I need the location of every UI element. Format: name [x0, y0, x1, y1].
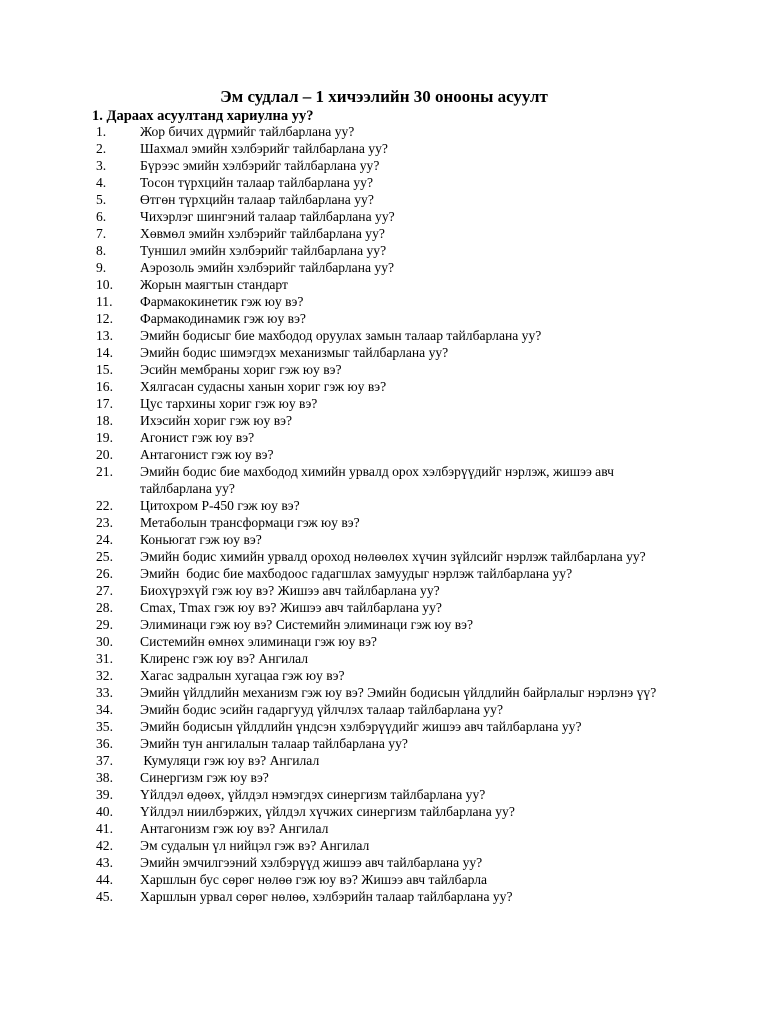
question-text: Эмийн эмчилгээний хэлбэрүүд жишээ авч тайлбарлана уу?	[140, 855, 483, 870]
question-item	[0, 395, 768, 412]
question-text: Эмийн бодис бие махбодоос гадагшлах замуудыг нэрлэж тайлбарлана уу?	[140, 566, 573, 581]
question-number: 34.	[96, 702, 113, 717]
question-number: 9.	[96, 260, 107, 275]
question-number: 8.	[96, 243, 107, 258]
question-number: 3.	[96, 158, 107, 173]
question-text: Кумуляци гэж юу вэ? Ангилал	[140, 753, 320, 768]
question-text: Коньюгат гэж юу вэ?	[140, 532, 262, 547]
question-text: Харшлын бус сөрөг нөлөө гэж юу вэ? Жишээ авч тайлбарла	[140, 872, 488, 887]
question-text: Бүрээс эмийн хэлбэрийг тайлбарлана уу?	[140, 158, 380, 173]
question-number: 42.	[96, 838, 113, 853]
question-number: 23.	[96, 515, 113, 530]
section-heading: 1. Дараах асуултанд хариулна уу?	[92, 108, 314, 124]
question-number: 21.	[96, 464, 113, 479]
question-text: Хагас задралын хугацаа гэж юу вэ?	[140, 668, 345, 683]
question-item	[0, 497, 768, 514]
question-number: 11.	[96, 294, 113, 309]
question-item	[0, 446, 768, 463]
question-number: 29.	[96, 617, 113, 632]
question-item	[0, 174, 768, 191]
question-text: Үйлдэл ниилбэржих, үйлдэл хүчжих синергизм тайлбарлана уу?	[140, 804, 515, 819]
question-item	[0, 242, 768, 259]
question-item	[0, 616, 768, 633]
question-number: 12.	[96, 311, 113, 326]
question-number: 38.	[96, 770, 113, 785]
question-item	[0, 871, 768, 888]
question-item	[0, 667, 768, 684]
question-text: Цус тархины хориг гэж юу вэ?	[140, 396, 318, 411]
question-number: 7.	[96, 226, 107, 241]
question-number: 6.	[96, 209, 107, 224]
document-title: Эм судлал – 1 хичээлийн 30 онооны асуулт	[220, 87, 548, 106]
question-text: Эмийн бодис эсийн гадаргууд үйлчлэх талаар тайлбарлана уу?	[140, 702, 504, 717]
question-item	[0, 684, 768, 701]
question-text: Жорын маягтын стандарт	[140, 277, 288, 292]
question-item	[0, 429, 768, 446]
question-item	[0, 820, 768, 837]
question-text: Эм судалын үл нийцэл гэж вэ? Ангилал	[140, 838, 370, 853]
question-text: Аэрозоль эмийн хэлбэрийг тайлбарлана уу?	[140, 260, 395, 275]
question-item	[0, 888, 768, 905]
question-text: Хөвмөл эмийн хэлбэрийг тайлбарлана уу?	[140, 226, 385, 241]
question-text: Шахмал эмийн хэлбэрийг тайлбарлана уу?	[140, 141, 388, 156]
question-item	[0, 157, 768, 174]
question-text: Эмийн бодис химийн урвалд ороход нөлөөлөх хүчин зүйлсийг нэрлэж тайлбарлана уу?	[140, 549, 646, 564]
question-text: Эмийн бодисын үйлдлийн үндсэн хэлбэрүүдийг жишээ авч тайлбарлана уу?	[140, 719, 582, 734]
question-text: Метаболын трансформаци гэж юу вэ?	[140, 515, 360, 530]
question-item	[0, 208, 768, 225]
question-number: 40.	[96, 804, 113, 819]
question-number: 37.	[96, 753, 113, 768]
question-item	[0, 701, 768, 718]
question-number: 5.	[96, 192, 107, 207]
question-item	[0, 514, 768, 531]
question-item	[0, 327, 768, 344]
question-item	[0, 344, 768, 361]
question-number: 43.	[96, 855, 113, 870]
question-number: 45.	[96, 889, 113, 904]
question-text: Тосон түрхцийн талаар тайлбарлана уу?	[140, 175, 373, 190]
question-text: Цитохром Р-450 гэж юу вэ?	[140, 498, 300, 513]
question-text: Cmax, Tmax гэж юу вэ? Жишээ авч тайлбарлана уу?	[140, 600, 442, 615]
question-list	[0, 123, 768, 905]
question-text: Эмийн бодис шимэгдэх механизмыг тайлбарлана уу?	[140, 345, 449, 360]
question-text: Системийн өмнөх элиминаци гэж юу вэ?	[140, 634, 377, 649]
question-text: Синергизм гэж юу вэ?	[140, 770, 269, 785]
question-item	[0, 276, 768, 293]
question-item	[0, 769, 768, 786]
question-text: Антагонист гэж юу вэ?	[140, 447, 274, 462]
question-text: Фармакокинетик гэж юу вэ?	[140, 294, 304, 309]
question-item	[0, 650, 768, 667]
question-number: 1.	[96, 124, 107, 139]
question-number: 25.	[96, 549, 113, 564]
question-item	[0, 378, 768, 395]
question-number: 27.	[96, 583, 113, 598]
question-number: 2.	[96, 141, 107, 156]
question-text: Биохүрэхүй гэж юу вэ? Жишээ авч тайлбарлана уу?	[140, 583, 440, 598]
question-number: 24.	[96, 532, 113, 547]
question-number: 31.	[96, 651, 113, 666]
question-item	[0, 225, 768, 242]
question-text: Хялгасан судасны ханын хориг гэж юу вэ?	[140, 379, 387, 394]
question-text: Ихэсийн хориг гэж юу вэ?	[140, 413, 292, 428]
question-item	[0, 633, 768, 650]
question-number: 15.	[96, 362, 113, 377]
question-item	[0, 123, 768, 140]
question-text: Клиренс гэж юу вэ? Ангилал	[140, 651, 309, 666]
question-number: 17.	[96, 396, 113, 411]
question-item	[0, 310, 768, 327]
question-number: 14.	[96, 345, 113, 360]
question-number: 30.	[96, 634, 113, 649]
question-item	[0, 837, 768, 854]
question-text: Эмийн бодисыг бие махбодод оруулах замын талаар тайлбарлана уу?	[140, 328, 542, 343]
question-text: Антагонизм гэж юу вэ? Ангилал	[140, 821, 329, 836]
question-number: 36.	[96, 736, 113, 751]
question-text: Эмийн үйлдлийн механизм гэж юу вэ? Эмийн бодисын үйлдлийн байрлалыг нэрлэнэ үү?	[140, 685, 657, 700]
question-number: 32.	[96, 668, 113, 683]
question-text: Эмийн тун ангилалын талаар тайлбарлана уу?	[140, 736, 408, 751]
question-text: Агонист гэж юу вэ?	[140, 430, 255, 445]
question-item	[0, 854, 768, 871]
question-item	[0, 718, 768, 735]
question-text: Туншил эмийн хэлбэрийг тайлбарлана уу?	[140, 243, 387, 258]
question-text: Харшлын урвал сөрөг нөлөө, хэлбэрийн талаар тайлбарлана уу?	[140, 889, 513, 904]
question-item	[0, 463, 768, 497]
question-text: Эмийн бодис бие махбодод химийн урвалд орох хэлбэрүүдийг нэрлэж, жишээ авч тайлбарлана уу?	[140, 464, 618, 496]
question-item	[0, 548, 768, 565]
question-item	[0, 140, 768, 157]
question-text: Өтгөн түрхцийн талаар тайлбарлана уу?	[140, 192, 374, 207]
question-text: Үйлдэл өдөөх, үйлдэл нэмэгдэх синергизм тайлбарлана уу?	[140, 787, 486, 802]
question-number: 39.	[96, 787, 113, 802]
question-item	[0, 735, 768, 752]
question-item	[0, 191, 768, 208]
question-number: 28.	[96, 600, 113, 615]
question-item	[0, 582, 768, 599]
question-number: 13.	[96, 328, 113, 343]
question-text: Чихэрлэг шингэний талаар тайлбарлана уу?	[140, 209, 395, 224]
question-text: Фармакодинамик гэж юу вэ?	[140, 311, 306, 326]
question-number: 16.	[96, 379, 113, 394]
question-item	[0, 786, 768, 803]
question-item	[0, 752, 768, 769]
question-text: Жор бичих дүрмийг тайлбарлана уу?	[140, 124, 355, 139]
question-number: 20.	[96, 447, 113, 462]
question-number: 19.	[96, 430, 113, 445]
question-number: 33.	[96, 685, 113, 700]
question-text: Элиминаци гэж юу вэ? Системийн элиминаци гэж юу вэ?	[140, 617, 474, 632]
question-text: Эсийн мембраны хориг гэж юу вэ?	[140, 362, 342, 377]
question-number: 44.	[96, 872, 113, 887]
question-number: 35.	[96, 719, 113, 734]
question-number: 4.	[96, 175, 107, 190]
question-item	[0, 531, 768, 548]
question-item	[0, 565, 768, 582]
question-number: 41.	[96, 821, 113, 836]
question-item	[0, 599, 768, 616]
question-item	[0, 259, 768, 276]
question-item	[0, 293, 768, 310]
question-number: 18.	[96, 413, 113, 428]
question-item	[0, 361, 768, 378]
question-number: 22.	[96, 498, 113, 513]
question-item	[0, 803, 768, 820]
question-number: 26.	[96, 566, 113, 581]
question-item	[0, 412, 768, 429]
question-number: 10.	[96, 277, 113, 292]
